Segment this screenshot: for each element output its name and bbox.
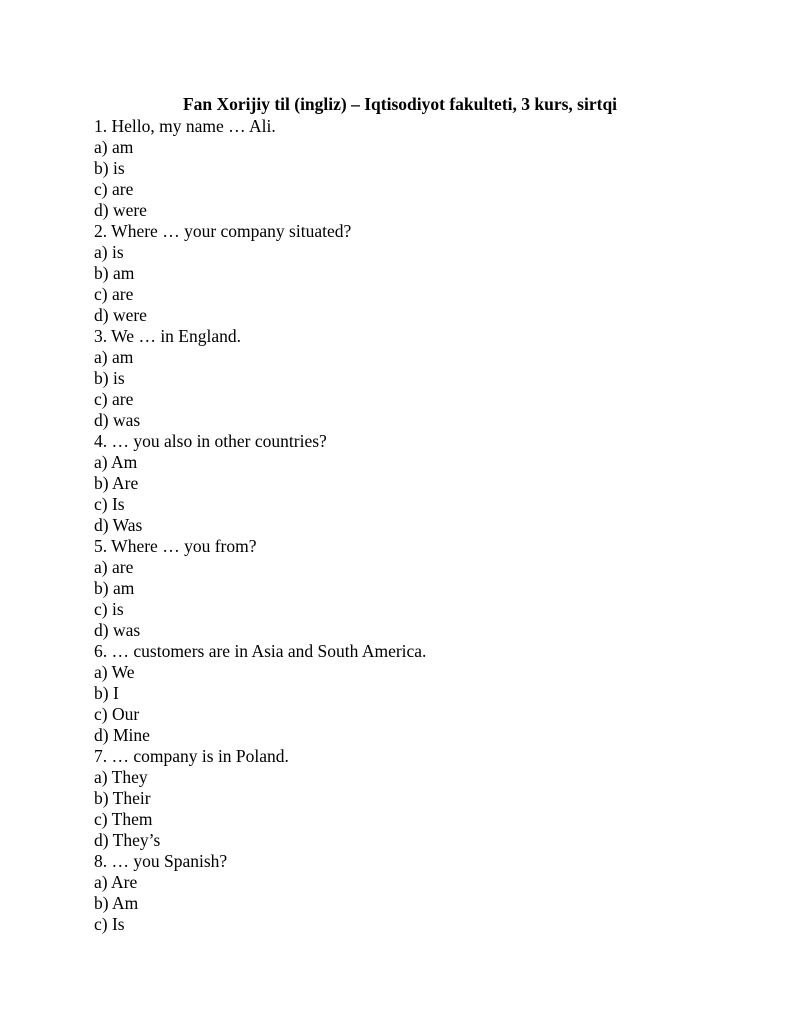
answer-option: c) Them [94,809,153,829]
answer-option: d) Mine [94,725,150,745]
answer-option: a) They [94,767,148,787]
question-text: 1. Hello, my name … Ali. [94,116,276,136]
answer-option: d) were [94,200,147,220]
question-text: 8. … you Spanish? [94,851,228,871]
answer-option: b) am [94,578,135,598]
answer-option: a) are [94,557,134,577]
answer-option: d) were [94,305,147,325]
answer-option: c) are [94,179,134,199]
question-text: 2. Where … your company situated? [94,221,352,241]
question-text: 5. Where … you from? [94,536,257,556]
answer-option: b) Am [94,893,139,913]
question-list [94,116,754,935]
answer-option: b) am [94,263,135,283]
answer-option: b) is [94,368,125,388]
answer-option: a) Am [94,452,138,472]
answer-option: c) Our [94,704,140,724]
answer-option: a) We [94,662,135,682]
answer-option: d) Was [94,515,143,535]
answer-option: c) is [94,599,124,619]
answer-option: b) I [94,683,119,703]
question-text: 6. … customers are in Asia and South America. [94,641,427,661]
document-title: Fan Xorijiy til (ingliz) – Iqtisodiyot fakulteti, 3 kurs, sirtqi [182,94,618,114]
answer-option: b) Are [94,473,139,493]
question-text: 7. … company is in Poland. [94,746,289,766]
answer-option: a) Are [94,872,138,892]
answer-option: a) am [94,347,134,367]
answer-option: d) They’s [94,830,161,850]
answer-option: a) am [94,137,134,157]
question-text: 3. We … in England. [94,326,241,346]
question-text: 4. … you also in other countries? [94,431,327,451]
answer-option: b) is [94,158,125,178]
answer-option: c) Is [94,914,125,934]
answer-option: c) Is [94,494,125,514]
answer-option: c) are [94,284,134,304]
answer-option: d) was [94,620,141,640]
answer-option: a) is [94,242,124,262]
answer-option: b) Their [94,788,151,808]
answer-option: d) was [94,410,141,430]
answer-option: c) are [94,389,134,409]
